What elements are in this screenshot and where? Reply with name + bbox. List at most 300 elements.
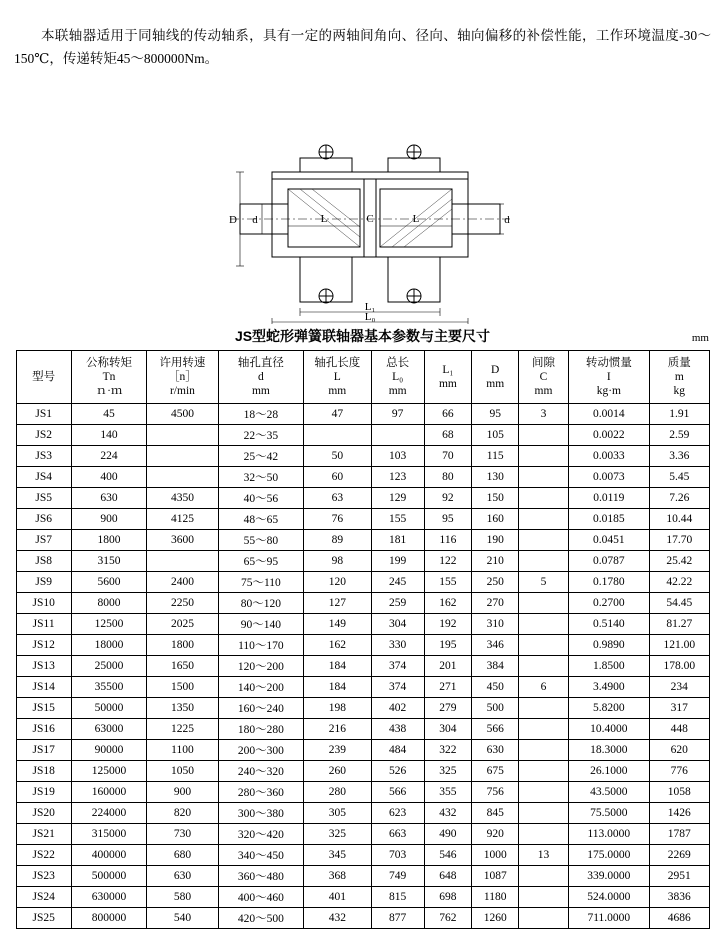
cell-allowable-speed: 630 bbox=[147, 866, 218, 887]
cell-model: JS19 bbox=[16, 782, 71, 803]
table-row bbox=[16, 593, 709, 614]
cell-total-length: 815 bbox=[371, 887, 424, 908]
cell-D: 675 bbox=[472, 761, 519, 782]
cell-D: 105 bbox=[472, 425, 519, 446]
cell-L1: 432 bbox=[424, 803, 471, 824]
cell-bore-length: 198 bbox=[304, 698, 371, 719]
cell-mass: 1.91 bbox=[650, 404, 709, 425]
cell-nominal-torque: 25000 bbox=[71, 656, 146, 677]
th-clearance: 间隙 C mm bbox=[519, 351, 568, 404]
label-D: D bbox=[229, 214, 237, 227]
cell-D: 150 bbox=[472, 488, 519, 509]
cell-total-length: 97 bbox=[371, 404, 424, 425]
cell-L1: 162 bbox=[424, 593, 471, 614]
cell-bore-length bbox=[304, 425, 371, 446]
table-row bbox=[16, 845, 709, 866]
cell-bore-diameter: 280～360 bbox=[218, 782, 303, 803]
cell-L1: 95 bbox=[424, 509, 471, 530]
cell-D: 115 bbox=[472, 446, 519, 467]
cell-inertia: 0.9890 bbox=[568, 635, 649, 656]
th-L1: L₁ mm bbox=[424, 351, 471, 404]
cell-bore-length: 63 bbox=[304, 488, 371, 509]
cell-bore-length: 98 bbox=[304, 551, 371, 572]
cell-D: 270 bbox=[472, 593, 519, 614]
cell-clearance bbox=[519, 635, 568, 656]
cell-allowable-speed: 2400 bbox=[147, 572, 218, 593]
cell-L1: 155 bbox=[424, 572, 471, 593]
cell-bore-diameter: 75～110 bbox=[218, 572, 303, 593]
cell-allowable-speed: 4500 bbox=[147, 404, 218, 425]
cell-D: 346 bbox=[472, 635, 519, 656]
cell-L1: 116 bbox=[424, 530, 471, 551]
cell-inertia: 0.0451 bbox=[568, 530, 649, 551]
cell-inertia: 711.0000 bbox=[568, 908, 649, 929]
cell-total-length: 129 bbox=[371, 488, 424, 509]
th-total-length: 总长 L₀ mm bbox=[371, 351, 424, 404]
cell-total-length: 663 bbox=[371, 824, 424, 845]
table-row bbox=[16, 761, 709, 782]
cell-D: 566 bbox=[472, 719, 519, 740]
cell-model: JS5 bbox=[16, 488, 71, 509]
cell-nominal-torque: 12500 bbox=[71, 614, 146, 635]
cell-allowable-speed: 2025 bbox=[147, 614, 218, 635]
intro-paragraph: 本联轴器适用于同轴线的传动轴系，具有一定的两轴间角向、径向、轴向偏移的补偿性能，工作环境温度-30～150℃，传递转矩45～800000Nm。 bbox=[14, 27, 711, 67]
cell-mass: 776 bbox=[650, 761, 709, 782]
cell-bore-length: 260 bbox=[304, 761, 371, 782]
cell-D: 1260 bbox=[472, 908, 519, 929]
cell-inertia: 43.5000 bbox=[568, 782, 649, 803]
cell-bore-diameter: 48～65 bbox=[218, 509, 303, 530]
cell-D: 630 bbox=[472, 740, 519, 761]
cell-L1: 201 bbox=[424, 656, 471, 677]
table-header-row bbox=[16, 351, 709, 404]
cell-nominal-torque: 35500 bbox=[71, 677, 146, 698]
cell-bore-diameter: 140～200 bbox=[218, 677, 303, 698]
cell-nominal-torque: 500000 bbox=[71, 866, 146, 887]
cell-D: 920 bbox=[472, 824, 519, 845]
cell-bore-length: 89 bbox=[304, 530, 371, 551]
cell-clearance bbox=[519, 509, 568, 530]
cell-mass: 448 bbox=[650, 719, 709, 740]
cell-allowable-speed: 4125 bbox=[147, 509, 218, 530]
cell-bore-diameter: 65～95 bbox=[218, 551, 303, 572]
cell-allowable-speed: 1350 bbox=[147, 698, 218, 719]
th-nominal-torque: 公称转矩 Tn ｎ·ｍ bbox=[71, 351, 146, 404]
coupling-drawing-svg bbox=[0, 84, 725, 324]
cell-clearance: 3 bbox=[519, 404, 568, 425]
cell-allowable-speed: 1050 bbox=[147, 761, 218, 782]
cell-bore-diameter: 320～420 bbox=[218, 824, 303, 845]
cell-model: JS11 bbox=[16, 614, 71, 635]
cell-D: 130 bbox=[472, 467, 519, 488]
cell-L1: 546 bbox=[424, 845, 471, 866]
cell-allowable-speed bbox=[147, 551, 218, 572]
table-row bbox=[16, 803, 709, 824]
cell-clearance bbox=[519, 656, 568, 677]
cell-mass: 17.70 bbox=[650, 530, 709, 551]
cell-inertia: 0.0787 bbox=[568, 551, 649, 572]
cell-nominal-torque: 224 bbox=[71, 446, 146, 467]
cell-clearance bbox=[519, 614, 568, 635]
cell-bore-length: 76 bbox=[304, 509, 371, 530]
cell-total-length: 259 bbox=[371, 593, 424, 614]
cell-bore-diameter: 55～80 bbox=[218, 530, 303, 551]
cell-inertia: 10.4000 bbox=[568, 719, 649, 740]
cell-L1: 279 bbox=[424, 698, 471, 719]
cell-D: 1000 bbox=[472, 845, 519, 866]
cell-mass: 1426 bbox=[650, 803, 709, 824]
cell-D: 160 bbox=[472, 509, 519, 530]
cell-bore-length: 149 bbox=[304, 614, 371, 635]
cell-allowable-speed: 1800 bbox=[147, 635, 218, 656]
coupling-drawing bbox=[0, 84, 725, 324]
cell-L1: 80 bbox=[424, 467, 471, 488]
cell-allowable-speed: 900 bbox=[147, 782, 218, 803]
cell-L1: 648 bbox=[424, 866, 471, 887]
cell-nominal-torque: 3150 bbox=[71, 551, 146, 572]
table-title: JS型蛇形弹簧联轴器基本参数与主要尺寸 bbox=[234, 328, 491, 345]
cell-mass: 121.00 bbox=[650, 635, 709, 656]
cell-model: JS25 bbox=[16, 908, 71, 929]
cell-mass: 10.44 bbox=[650, 509, 709, 530]
cell-nominal-torque: 630 bbox=[71, 488, 146, 509]
cell-L1: 271 bbox=[424, 677, 471, 698]
cell-inertia: 1.8500 bbox=[568, 656, 649, 677]
cell-total-length: 245 bbox=[371, 572, 424, 593]
cell-model: JS13 bbox=[16, 656, 71, 677]
cell-model: JS8 bbox=[16, 551, 71, 572]
cell-nominal-torque: 630000 bbox=[71, 887, 146, 908]
cell-nominal-torque: 90000 bbox=[71, 740, 146, 761]
cell-bore-diameter: 200～300 bbox=[218, 740, 303, 761]
cell-L1: 66 bbox=[424, 404, 471, 425]
cell-nominal-torque: 140 bbox=[71, 425, 146, 446]
cell-D: 310 bbox=[472, 614, 519, 635]
cell-bore-length: 325 bbox=[304, 824, 371, 845]
table-row bbox=[16, 782, 709, 803]
cell-total-length: 526 bbox=[371, 761, 424, 782]
cell-clearance: 5 bbox=[519, 572, 568, 593]
cell-bore-diameter: 80～120 bbox=[218, 593, 303, 614]
cell-model: JS16 bbox=[16, 719, 71, 740]
cell-model: JS23 bbox=[16, 866, 71, 887]
cell-total-length: 103 bbox=[371, 446, 424, 467]
table-row bbox=[16, 719, 709, 740]
cell-bore-diameter: 18～28 bbox=[218, 404, 303, 425]
cell-model: JS24 bbox=[16, 887, 71, 908]
th-model: 型号 bbox=[16, 351, 71, 404]
cell-clearance: 6 bbox=[519, 677, 568, 698]
cell-bore-length: 239 bbox=[304, 740, 371, 761]
cell-total-length: 749 bbox=[371, 866, 424, 887]
cell-clearance: 13 bbox=[519, 845, 568, 866]
cell-clearance bbox=[519, 887, 568, 908]
cell-allowable-speed: 2250 bbox=[147, 593, 218, 614]
cell-total-length: 123 bbox=[371, 467, 424, 488]
th-inertia: 转动惯量 I kg·m bbox=[568, 351, 649, 404]
cell-mass: 178.00 bbox=[650, 656, 709, 677]
cell-mass: 317 bbox=[650, 698, 709, 719]
table-row bbox=[16, 551, 709, 572]
cell-bore-length: 345 bbox=[304, 845, 371, 866]
table-row bbox=[16, 530, 709, 551]
cell-total-length: 484 bbox=[371, 740, 424, 761]
cell-D: 190 bbox=[472, 530, 519, 551]
cell-total-length: 181 bbox=[371, 530, 424, 551]
cell-total-length: 402 bbox=[371, 698, 424, 719]
cell-total-length: 438 bbox=[371, 719, 424, 740]
cell-L1: 322 bbox=[424, 740, 471, 761]
cell-mass: 2.59 bbox=[650, 425, 709, 446]
cell-allowable-speed: 1225 bbox=[147, 719, 218, 740]
cell-bore-diameter: 340～450 bbox=[218, 845, 303, 866]
cell-model: JS20 bbox=[16, 803, 71, 824]
cell-nominal-torque: 400 bbox=[71, 467, 146, 488]
cell-D: 500 bbox=[472, 698, 519, 719]
table-row bbox=[16, 425, 709, 446]
cell-bore-diameter: 40～56 bbox=[218, 488, 303, 509]
cell-inertia: 0.0033 bbox=[568, 446, 649, 467]
cell-bore-diameter: 90～140 bbox=[218, 614, 303, 635]
cell-nominal-torque: 400000 bbox=[71, 845, 146, 866]
cell-L1: 325 bbox=[424, 761, 471, 782]
cell-clearance bbox=[519, 530, 568, 551]
cell-model: JS1 bbox=[16, 404, 71, 425]
cell-bore-length: 368 bbox=[304, 866, 371, 887]
cell-inertia: 5.8200 bbox=[568, 698, 649, 719]
cell-L1: 195 bbox=[424, 635, 471, 656]
cell-mass: 4686 bbox=[650, 908, 709, 929]
cell-model: JS4 bbox=[16, 467, 71, 488]
table-row bbox=[16, 509, 709, 530]
cell-model: JS10 bbox=[16, 593, 71, 614]
cell-bore-diameter: 32～50 bbox=[218, 467, 303, 488]
cell-nominal-torque: 63000 bbox=[71, 719, 146, 740]
cell-model: JS17 bbox=[16, 740, 71, 761]
label-C: C bbox=[366, 213, 374, 226]
label-d-left: d bbox=[252, 214, 258, 227]
cell-bore-length: 47 bbox=[304, 404, 371, 425]
cell-bore-length: 162 bbox=[304, 635, 371, 656]
label-L0: L₀ bbox=[364, 311, 376, 324]
cell-total-length: 623 bbox=[371, 803, 424, 824]
cell-mass: 81.27 bbox=[650, 614, 709, 635]
cell-mass: 54.45 bbox=[650, 593, 709, 614]
cell-bore-length: 60 bbox=[304, 467, 371, 488]
table-row bbox=[16, 404, 709, 425]
table-row bbox=[16, 656, 709, 677]
cell-clearance bbox=[519, 740, 568, 761]
cell-allowable-speed: 540 bbox=[147, 908, 218, 929]
cell-total-length: 374 bbox=[371, 656, 424, 677]
cell-bore-length: 432 bbox=[304, 908, 371, 929]
cell-allowable-speed: 730 bbox=[147, 824, 218, 845]
cell-total-length: 566 bbox=[371, 782, 424, 803]
cell-bore-diameter: 300～380 bbox=[218, 803, 303, 824]
cell-D: 1180 bbox=[472, 887, 519, 908]
cell-model: JS3 bbox=[16, 446, 71, 467]
cell-inertia: 3.4900 bbox=[568, 677, 649, 698]
cell-allowable-speed: 1500 bbox=[147, 677, 218, 698]
cell-allowable-speed: 580 bbox=[147, 887, 218, 908]
cell-model: JS18 bbox=[16, 761, 71, 782]
cell-inertia: 175.0000 bbox=[568, 845, 649, 866]
cell-inertia: 524.0000 bbox=[568, 887, 649, 908]
table-row bbox=[16, 824, 709, 845]
th-allowable-speed: 许用转速 ［n］ r/min bbox=[147, 351, 218, 404]
cell-D: 756 bbox=[472, 782, 519, 803]
cell-bore-length: 401 bbox=[304, 887, 371, 908]
table-body bbox=[16, 404, 709, 929]
table-row bbox=[16, 488, 709, 509]
cell-allowable-speed: 1100 bbox=[147, 740, 218, 761]
cell-inertia: 75.5000 bbox=[568, 803, 649, 824]
cell-total-length: 304 bbox=[371, 614, 424, 635]
table-row bbox=[16, 740, 709, 761]
cell-clearance bbox=[519, 761, 568, 782]
cell-total-length: 199 bbox=[371, 551, 424, 572]
cell-bore-diameter: 360～480 bbox=[218, 866, 303, 887]
cell-inertia: 113.0000 bbox=[568, 824, 649, 845]
cell-bore-length: 120 bbox=[304, 572, 371, 593]
cell-bore-diameter: 240～320 bbox=[218, 761, 303, 782]
cell-bore-diameter: 420～500 bbox=[218, 908, 303, 929]
cell-D: 95 bbox=[472, 404, 519, 425]
cell-inertia: 0.2700 bbox=[568, 593, 649, 614]
cell-mass: 234 bbox=[650, 677, 709, 698]
table-row bbox=[16, 677, 709, 698]
cell-model: JS21 bbox=[16, 824, 71, 845]
cell-mass: 2951 bbox=[650, 866, 709, 887]
cell-clearance bbox=[519, 446, 568, 467]
cell-inertia: 0.0022 bbox=[568, 425, 649, 446]
cell-allowable-speed bbox=[147, 425, 218, 446]
cell-nominal-torque: 800000 bbox=[71, 908, 146, 929]
cell-clearance bbox=[519, 698, 568, 719]
cell-inertia: 26.1000 bbox=[568, 761, 649, 782]
cell-model: JS22 bbox=[16, 845, 71, 866]
cell-clearance bbox=[519, 824, 568, 845]
cell-bore-diameter: 110～170 bbox=[218, 635, 303, 656]
cell-inertia: 18.3000 bbox=[568, 740, 649, 761]
cell-nominal-torque: 18000 bbox=[71, 635, 146, 656]
cell-mass: 1058 bbox=[650, 782, 709, 803]
cell-clearance bbox=[519, 719, 568, 740]
cell-nominal-torque: 1800 bbox=[71, 530, 146, 551]
cell-inertia: 0.0119 bbox=[568, 488, 649, 509]
cell-inertia: 339.0000 bbox=[568, 866, 649, 887]
cell-nominal-torque: 315000 bbox=[71, 824, 146, 845]
cell-allowable-speed: 3600 bbox=[147, 530, 218, 551]
th-bore-length: 轴孔长度 L mm bbox=[304, 351, 371, 404]
cell-total-length: 155 bbox=[371, 509, 424, 530]
cell-mass: 2269 bbox=[650, 845, 709, 866]
cell-allowable-speed: 820 bbox=[147, 803, 218, 824]
cell-nominal-torque: 224000 bbox=[71, 803, 146, 824]
cell-bore-diameter: 22～35 bbox=[218, 425, 303, 446]
cell-inertia: 0.0073 bbox=[568, 467, 649, 488]
spec-table bbox=[16, 350, 710, 929]
table-row bbox=[16, 467, 709, 488]
table-row bbox=[16, 446, 709, 467]
cell-mass: 7.26 bbox=[650, 488, 709, 509]
cell-mass: 3836 bbox=[650, 887, 709, 908]
cell-D: 250 bbox=[472, 572, 519, 593]
cell-mass: 1787 bbox=[650, 824, 709, 845]
cell-nominal-torque: 160000 bbox=[71, 782, 146, 803]
cell-L1: 192 bbox=[424, 614, 471, 635]
cell-bore-length: 280 bbox=[304, 782, 371, 803]
cell-bore-diameter: 25～42 bbox=[218, 446, 303, 467]
table-row bbox=[16, 572, 709, 593]
cell-clearance bbox=[519, 467, 568, 488]
cell-D: 210 bbox=[472, 551, 519, 572]
cell-model: JS15 bbox=[16, 698, 71, 719]
cell-bore-diameter: 120～200 bbox=[218, 656, 303, 677]
cell-model: JS9 bbox=[16, 572, 71, 593]
cell-nominal-torque: 125000 bbox=[71, 761, 146, 782]
cell-mass: 3.36 bbox=[650, 446, 709, 467]
th-D: D mm bbox=[472, 351, 519, 404]
label-L-right: L bbox=[412, 213, 420, 226]
document-page bbox=[0, 14, 725, 926]
cell-clearance bbox=[519, 908, 568, 929]
cell-bore-length: 184 bbox=[304, 656, 371, 677]
cell-nominal-torque: 45 bbox=[71, 404, 146, 425]
label-d-right: d bbox=[504, 214, 510, 227]
cell-model: JS14 bbox=[16, 677, 71, 698]
cell-total-length: 877 bbox=[371, 908, 424, 929]
th-mass: 质量 m kg bbox=[650, 351, 709, 404]
cell-L1: 122 bbox=[424, 551, 471, 572]
cell-model: JS12 bbox=[16, 635, 71, 656]
table-row bbox=[16, 908, 709, 929]
cell-bore-length: 305 bbox=[304, 803, 371, 824]
cell-D: 450 bbox=[472, 677, 519, 698]
cell-clearance bbox=[519, 782, 568, 803]
cell-clearance bbox=[519, 551, 568, 572]
cell-L1: 698 bbox=[424, 887, 471, 908]
cell-D: 845 bbox=[472, 803, 519, 824]
cell-bore-diameter: 160～240 bbox=[218, 698, 303, 719]
cell-L1: 68 bbox=[424, 425, 471, 446]
cell-allowable-speed bbox=[147, 467, 218, 488]
cell-nominal-torque: 900 bbox=[71, 509, 146, 530]
cell-bore-length: 127 bbox=[304, 593, 371, 614]
cell-nominal-torque: 50000 bbox=[71, 698, 146, 719]
cell-L1: 92 bbox=[424, 488, 471, 509]
cell-L1: 762 bbox=[424, 908, 471, 929]
cell-bore-length: 50 bbox=[304, 446, 371, 467]
label-L1: L₁ bbox=[364, 301, 376, 314]
table-row bbox=[16, 635, 709, 656]
cell-bore-length: 216 bbox=[304, 719, 371, 740]
cell-total-length: 703 bbox=[371, 845, 424, 866]
cell-D: 1087 bbox=[472, 866, 519, 887]
cell-bore-diameter: 180～280 bbox=[218, 719, 303, 740]
table-row bbox=[16, 887, 709, 908]
cell-mass: 42.22 bbox=[650, 572, 709, 593]
cell-nominal-torque: 5600 bbox=[71, 572, 146, 593]
cell-bore-diameter: 400～460 bbox=[218, 887, 303, 908]
cell-clearance bbox=[519, 803, 568, 824]
cell-bore-length: 184 bbox=[304, 677, 371, 698]
table-unit: mm bbox=[691, 332, 709, 345]
table-row bbox=[16, 614, 709, 635]
cell-mass: 620 bbox=[650, 740, 709, 761]
cell-inertia: 0.5140 bbox=[568, 614, 649, 635]
table-row bbox=[16, 866, 709, 887]
